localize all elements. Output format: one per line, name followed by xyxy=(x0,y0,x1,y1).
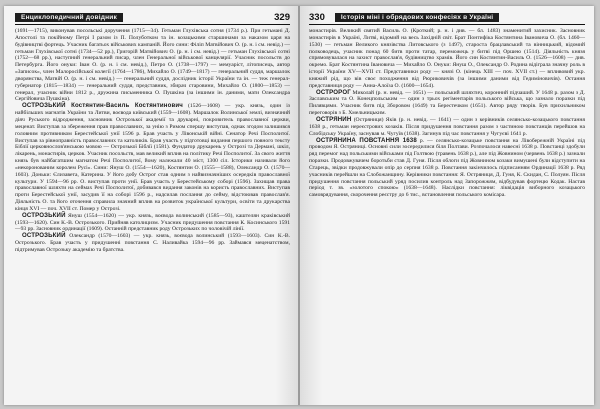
entry-body: р. — селянсько-козацьке повстання на Лівобережній Україні під проводом Я. Остряниці. Основні сили зосередилися біля Полтави. Розпочалося навесні 1638 р. Повстанці здобули ряд перемог над польськими військами під Голтвою (травень 1638 р.), але під Жовнином (червень 1638 р.) зазнали поразки. Продовжувачем боротьби став Д. Гуня. Після облоги під Жовнином козаки вимушені були відступити на Старець, звідки продовжували опір до серпня 1638 р. Повстання закінчилось підписанням Ординації 1638 р. Ряд учасників перейшли на Слобожанщину. Керівники повстання: Я. Остряниця, Д. Гуня, К. Скидан, С. Полуян. Після придушення повстання польський уряд посилив контроль над Запорожжям, відбудував фортецю Кодак. Настав період т. зв. «золотого спокою» (1638—1648). Наслідки повстання: ліквідація виборного козацького самоврядування, скорочення реєстру до 6 тис., встановлення польського комісара. xyxy=(309,137,585,199)
right-page xyxy=(299,6,594,405)
right-page-text xyxy=(309,28,585,199)
entry-headword: ОСТРОЗЬКИЙ Костянтин-Василь Костянтинович xyxy=(22,102,183,110)
left-page-header xyxy=(15,10,290,25)
entry-paragraph xyxy=(309,28,585,90)
entry-headword: ОСТРЯНИН xyxy=(316,115,352,123)
entry-headword: ОСТРОЗЬКИЙ xyxy=(22,211,66,219)
right-page-header xyxy=(309,10,585,25)
entry-paragraph xyxy=(15,233,290,254)
running-head: Енциклопедичний довідник xyxy=(15,13,123,22)
entry-paragraph xyxy=(15,103,290,213)
entry-body: монастирів. Великий святий Василь О. (Кроткий; р. н. і див. — бл. 1483) знаменитий захисник. Засновник монастирів в Україні, Литві, відомий на весь Західній світ. Брат Понтифіка Костянтина Івановича О. (бл. 1460—1530) — гетьман Великого князівства Литовського (з 1497), староста брацлавський та вінницький, відомий полководець, учасник понад 60 битв проти татар, переможець у битві під Оршею (1514). Діяльність князя спрямовувалася на захист православ'я, будівництво храмів. Його син Костянтин-Василь О. (1526—1608) — див. окремо. Брат Костянтина Івановича — Михайло О. Онуки: Януш О., Олександр О. Родина відіграла значну роль в історії України XV—XVII ст. Представники роду — князі О. (кінець XIII — поч. XVII ст.) — впливовий укр. княжий рід, що вів своє походження від Рюриковичів (за іншими даними від Гедиміновичів). Остання представниця роду — Анна-Алоїза О. (1600—1654). xyxy=(309,28,585,89)
running-head: Історія міні і обрядових конфесіях в Україні xyxy=(335,13,499,22)
book-gutter xyxy=(298,6,300,405)
page-number: 330 xyxy=(309,11,325,23)
entry-paragraph xyxy=(309,90,585,117)
left-page xyxy=(4,6,299,405)
entry-headword: ОСТРОРОГ xyxy=(316,88,351,96)
entry-body: (1691—1715), виконував посольські доручення (1715—34). Гетьман Глухівська сотня (1734 р.). При гетьмані Д. Апостолі та покійному Петрі І разом із П. Полуботком та ін. козацькими старшинами за наказом царя на будівництві фортець. Учасник багатьох військових кампаній. Його сини: Філіп Матвійович О. (р. н. і см. невід.) — гетьман Глухівської сотні (1734—52 рр.), Григорій Матвійович О. (р. н. і см. невід.) — гетьман Глухівської сотні (1752—68 рр.), наступний генеральний писар, член Генеральної військової канцелярії. Учасник посольств до Петербурга. Його онуки: Іван О. (р. н. і см. невід.), Петро О. (1738—1797) — мемуаріст, літописець, автор «Записок», член Малоросійської колегії (1764—1786), Михайло О. (1749—1817) — генеральний суддя, маршалок дворянства, Матвій О. (р. н. і см. невід.) — генеральний суддя, дослідник історії України та ін. — теж генерал-губернатор (1815—1834) — генеральний суддя, представник, збирач старовини, Михайло О. (1800—1853) — генерал, учасник війни 1812 р., дружина письменника О. Пушкіна (за іншими ін. даними, мати Олександра Сергійовича Пушкіна). xyxy=(15,28,290,103)
left-page-text xyxy=(15,28,290,254)
entry-paragraph xyxy=(15,213,290,234)
entry-body: Миколай (р. н. невід. — 1651) — польський шляхтич, коронний підчаший. У 1648 р. разом з Д. Заславським та О. Конецпольським — один з трьох регіментарів польського війська, що зазнало поразки під Пилявцями. Учасник битв під Зборовом (1649) та Берестечком (1651). Автор ряду творів. Був прихильником переговорів з Б. Хмельницьким. xyxy=(309,89,585,117)
entry-paragraph xyxy=(309,117,585,138)
entry-paragraph xyxy=(309,138,585,200)
entry-body: Олександр (1570—1603) — укр. князь, воєвода волинський (1593—1603). Син К.-В. Острозького. Брав участь у придушенні повстання С. Наливайка 1594—96 рр. Займався меценатством, підтримував Острозьку академію та братства. xyxy=(15,233,290,253)
entry-headword: ОСТРЯНИНА ПОВСТАННЯ 1638 xyxy=(316,136,417,144)
entry-body: (Остряниця) Яків (р. н. невід. — 1641) — один з керівників селянсько-козацького повстання 1638 р., гетьман нереєстрових козаків. Після придушення повстання разом з частиною повстанців перейшов на Слобідську Україну, заснував м. Чугуїв (1638). Загинув під час повстання у Чугуєві 1641 р. xyxy=(309,116,585,137)
entry-body: (1526—1608) — укр. князь, один із найбільших магнатів України та Литви, воєвода київський (1559—1608). Маршалок Волинської землі, визначний діяч Руського відродження, засновник Острозької академії та друкарні, покровитель православної церкви, меценат. Виступав за збереження прав православних, за унію з Римом спершу виступав, однак згодом залишився головним противником Берестейської унії 1596 р. Брав участь у Лівонській війні. Сенатор Речі Посполитої. Виступав за рівноправність православних та католиків. Брав участь у підготовці видання першого повного тексту Біблії церковнослов'янською мовою — Острозької Біблії (1581). Фундатор друкарень у Острозі та Дермані, шкіл, лікарень, монастирів, церков. Учасник посольств, мав великий вплив на політику Речі Посполитої. За свого життя князь був найбагатшим магнатом Речі Посполитої, йому належали 40 міст, 1300 сіл. Історики називали його «некоронованим королем Русі». Сини: Януш О. (1554—1620), Костянтин О. (1555—1588), Олександр О. (1570—1603). Доньки: Єлизавета, Катерина. У його добу Острог став одним з найвизначніших осередків православної культури. У 1594—96 рр. О. виступав проти унії. Брав участь у Берестейському соборі (1596). Захищав права православної шляхти на сеймах Речі Посполитої, добивався видання законів на користь православних. Виступав проти Берестейської унії, засудив її на соборі 1596 р., надсилав послання до сейму, відстоював православ'я. Діяльність О. та його оточення справила значний вплив на розвиток української культури, освіти та друкарства кінця XVI — поч. XVII ст. Помер у Острозі. xyxy=(15,103,290,212)
entry-paragraph xyxy=(15,28,290,103)
page-number: 329 xyxy=(274,11,290,23)
book-spread xyxy=(4,6,594,405)
entry-body: Януш (1554—1620) — укр. князь, воєвода волинський (1585—93), каштелян краківський (1593—1620). Син К.-В. Острозького. Прийняв католицизм. Учасник придушення повстання К. Косинського 1591—93 рр. Засновник ординації (1609). Останній представник роду Острозьких по чоловічій лінії. xyxy=(15,212,290,233)
entry-headword: ОСТРОЗЬКИЙ xyxy=(22,232,66,240)
